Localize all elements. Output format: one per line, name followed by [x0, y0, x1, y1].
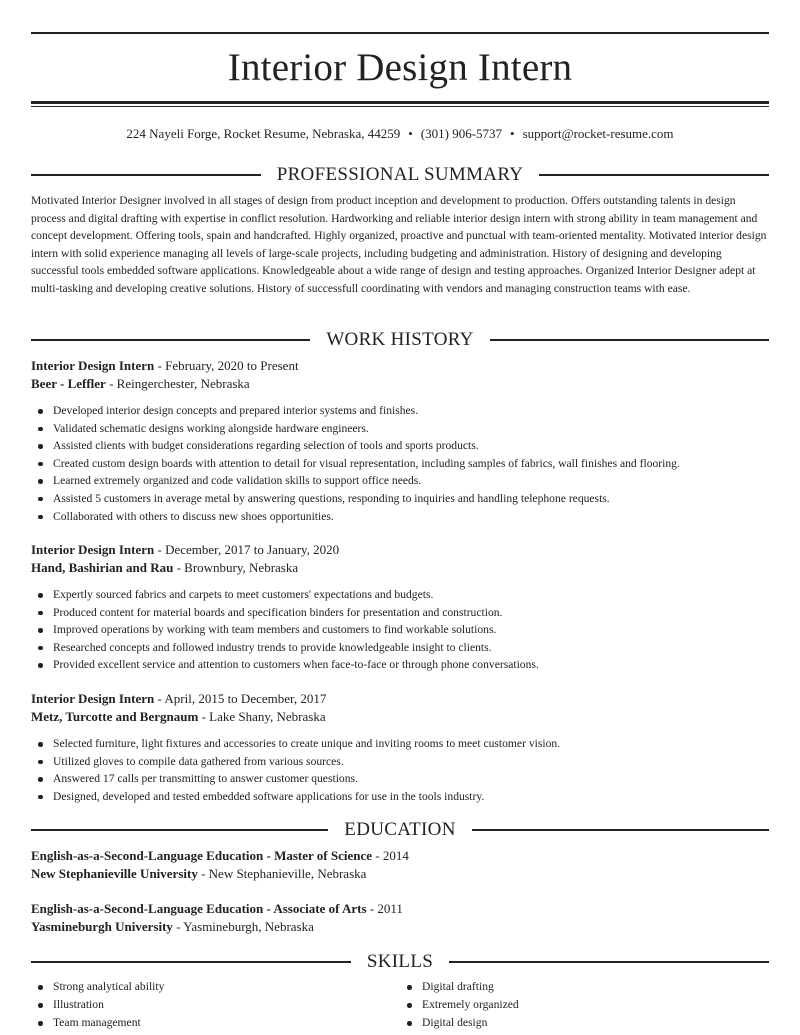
- job-title: Interior Design Intern: [31, 691, 155, 706]
- job-company-line: [31, 375, 769, 393]
- job-bullet: Improved operations by working with team members and customers to find workable solutions.: [31, 621, 769, 639]
- education-year: - 2014: [372, 848, 409, 863]
- education-degree: English-as-a-Second-Language Education - Master of Science: [31, 848, 373, 863]
- education-location: - Yasmineburgh, Nebraska: [172, 919, 314, 934]
- summary-text: Motivated Interior Designer involved in all stages of design from product inception and development to production. Offers outstanding talents in design process and digital drafting with expertise in conflict resolution. Hardworking and reliable interior design intern with strong ability in team management and concept development. Offering tools, spain and handcrafted. Highly organized, proactive and punctual with team-oriented mentality. Motivated interior design intern with solid experience managing all levels of large-scale projects, including budgeting and administration. History of designing and developing successful tools embedded software applications. Knowledgeable about a wide range of design and testing approaches. Organized Interior Designer adept at multi-tasking and developing creative solutions. History of successfull coordinating with vendors and managing construction teams with ease.: [31, 194, 767, 295]
- job-bullet: Assisted 5 customers in average metal by answering questions, responding to inquiries and handling telephone requests.: [31, 490, 769, 508]
- education-school-line: [31, 918, 769, 936]
- work-heading: WORK HISTORY: [326, 329, 474, 350]
- candidate-name: Interior Design Intern: [227, 46, 573, 89]
- section-rule-left: [31, 174, 261, 176]
- job-company-line: [31, 708, 769, 726]
- header-rule-thin: [31, 106, 769, 107]
- job-company-line: [31, 559, 769, 577]
- job-company: Hand, Bashirian and Rau: [31, 560, 174, 575]
- job-dates: - February, 2020 to Present: [154, 358, 299, 373]
- skill-item: Digital design: [400, 1014, 769, 1032]
- job-bullet: Designed, developed and tested embedded software applications for use in the tools industry.: [31, 788, 769, 806]
- section-rule-left: [31, 339, 310, 341]
- skills-column-right: [400, 978, 769, 1032]
- section-rule-left: [31, 829, 328, 831]
- job-bullets: [31, 402, 769, 525]
- job-bullet: Provided excellent service and attention to customers when face-to-face or through phone conversations.: [31, 656, 769, 674]
- section-rule-right: [449, 961, 769, 963]
- job-entry: [31, 541, 769, 674]
- job-bullet: Validated schematic designs working alongside hardware engineers.: [31, 420, 769, 438]
- education-degree: English-as-a-Second-Language Education - Associate of Arts: [31, 901, 367, 916]
- skill-item: Team management: [31, 1014, 400, 1032]
- contact-phone: (301) 906-5737: [420, 126, 503, 141]
- job-bullet: Collaborated with others to discuss new shoes opportunities.: [31, 508, 769, 526]
- skill-item: Extremely organized: [400, 996, 769, 1014]
- job-bullet: Expertly sourced fabrics and carpets to meet customers' expectations and budgets.: [31, 586, 769, 604]
- job-entry: [31, 690, 769, 805]
- job-bullet: Developed interior design concepts and prepared interior systems and finishes.: [31, 402, 769, 420]
- header-rule-thick: [31, 101, 769, 104]
- job-dates: - April, 2015 to December, 2017: [154, 691, 327, 706]
- skill-item: Digital drafting: [400, 978, 769, 996]
- skills-heading: SKILLS: [366, 951, 434, 972]
- section-rule-right: [539, 174, 769, 176]
- job-bullet: Created custom design boards with attention to detail for visual representation, including samples of fabrics, wall finishes and flooring.: [31, 455, 769, 473]
- education-entry: [31, 900, 769, 936]
- job-dates: - December, 2017 to January, 2020: [154, 542, 340, 557]
- education-location: - New Stephanieville, Nebraska: [197, 866, 367, 881]
- job-bullet: Produced content for material boards and specification binders for presentation and construction.: [31, 604, 769, 622]
- job-bullet: Selected furniture, light fixtures and accessories to create unique and inviting rooms to meet customer vision.: [31, 735, 769, 753]
- contact-separator: •: [510, 126, 515, 141]
- job-bullet: Researched concepts and followed industry trends to provide knowledgeable insight to clients.: [31, 639, 769, 657]
- education-heading: EDUCATION: [344, 819, 456, 840]
- section-rule-left: [31, 961, 351, 963]
- job-title-line: [31, 541, 769, 559]
- job-bullet: Assisted clients with budget considerations regarding selection of tools and sports products.: [31, 437, 769, 455]
- job-bullet: Utilized gloves to compile data gathered from various sources.: [31, 753, 769, 771]
- contact-email[interactable]: support@rocket-resume.com: [522, 126, 674, 141]
- work-section-header: [31, 329, 769, 351]
- job-company: Metz, Turcotte and Bergnaum: [31, 709, 199, 724]
- skills-column-left: [31, 978, 400, 1032]
- contact-address: 224 Nayeli Forge, Rocket Resume, Nebraska, 44259: [126, 126, 401, 141]
- education-year: - 2011: [366, 901, 403, 916]
- section-rule-right: [490, 339, 769, 341]
- education-degree-line: [31, 900, 769, 918]
- skill-item: Strong analytical ability: [31, 978, 400, 996]
- top-rule: [31, 32, 769, 34]
- skills-section-header: [31, 951, 769, 973]
- education-section-header: [31, 819, 769, 841]
- summary-heading: PROFESSIONAL SUMMARY: [276, 164, 524, 185]
- section-rule-right: [472, 829, 769, 831]
- education-school: New Stephanieville University: [31, 866, 198, 881]
- job-bullet: Answered 17 calls per transmitting to answer customer questions.: [31, 770, 769, 788]
- summary-section-header: [31, 164, 769, 186]
- job-location: - Lake Shany, Nebraska: [198, 709, 326, 724]
- job-title-line: [31, 357, 769, 375]
- job-entry: [31, 357, 769, 525]
- job-company: Beer - Leffler: [31, 376, 106, 391]
- contact-separator: •: [408, 126, 413, 141]
- skills-list: [31, 978, 769, 1032]
- job-title: Interior Design Intern: [31, 358, 155, 373]
- education-entry: [31, 847, 769, 883]
- education-school-line: [31, 865, 769, 883]
- education-degree-line: [31, 847, 769, 865]
- job-bullet: Learned extremely organized and code validation skills to support office needs.: [31, 472, 769, 490]
- contact-line: [31, 125, 769, 143]
- skill-item: Illustration: [31, 996, 400, 1014]
- job-title-line: [31, 690, 769, 708]
- job-location: - Brownbury, Nebraska: [173, 560, 299, 575]
- job-bullets: [31, 586, 769, 674]
- job-bullets: [31, 735, 769, 805]
- job-location: - Reingerchester, Nebraska: [105, 376, 250, 391]
- education-school: Yasmineburgh University: [31, 919, 173, 934]
- job-title: Interior Design Intern: [31, 542, 155, 557]
